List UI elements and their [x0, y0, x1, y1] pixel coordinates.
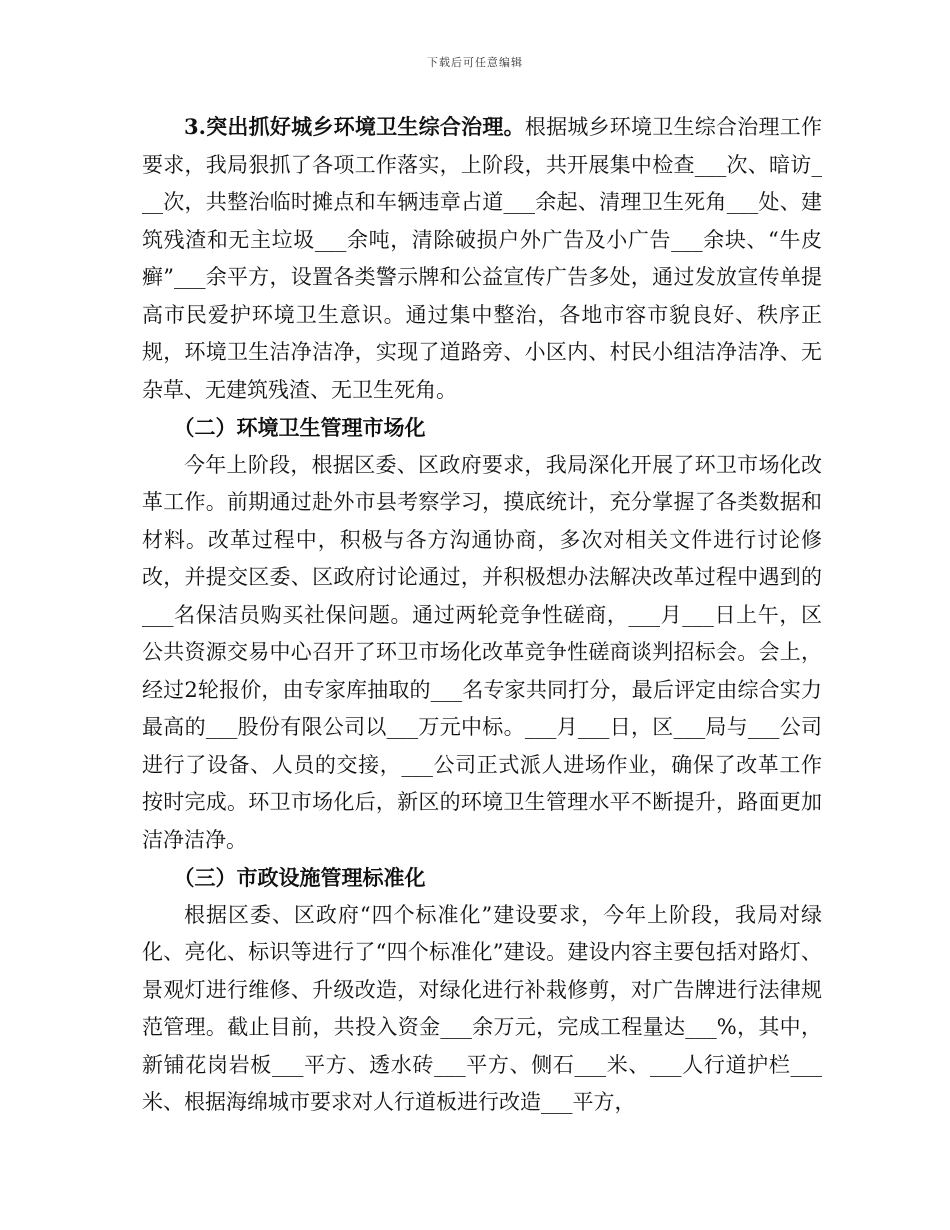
- section-heading-2: （二）环境卫生管理市场化: [173, 415, 426, 440]
- page-header-note: 下载后可任意编辑: [427, 56, 523, 69]
- section3-body: 根据城乡环境卫生综合治理工作要求，我局狠抓了各项工作落实，上阶段，共开展集中检查___次、暗访___次，共整治临时摊点和车辆违章占道___余起、清理卫生死角___处、建筑残渣和无主垃圾___余吨，清除破损户外广告及小广告___余块、“牛皮癣”___余平方，设置各类警示牌和公益宣传广告多处，通过发放宣传单提高市民爱护环境卫生意识。通过集中整治，各地市容市貌良好、秩序正规，环境卫生洁净洁净，实现了道路旁、小区内、村民小组洁净洁净、无杂草、无建筑残渣、无卫生死角。: [142, 115, 822, 402]
- paragraph-3: 根据区委、区政府“四个标准化”建设要求，今年上阶段，我局对绿化、亮化、标识等进行了“四个标准化”建设。建设内容主要包括对路灯、景观灯进行维修、升级改造，对绿化进行补栽修剪，对广告牌进行法律规范管理。截止目前，共投入资金___余万元，完成工程量达___%，其中，新铺花岗岩板___平方、透水砖___平方、侧石___米、___人行道护栏___米、根据海绵城市要求对人行道板进行改造___平方，: [142, 902, 822, 1114]
- section3-paragraph: [142, 108, 822, 409]
- document-body: [142, 108, 822, 1122]
- section-heading-3: （三）市政设施管理标准化: [173, 865, 426, 890]
- section3-lead: 3.突出抓好城乡环境卫生综合治理。: [184, 114, 525, 139]
- paragraph-2: 今年上阶段，根据区委、区政府要求，我局深化开展了环卫市场化改革工作。前期通过赴外市县考察学习，摸底统计，充分掌握了各类数据和材料。改革过程中，积极与各方沟通协商，多次对相关文件进行讨论修改，并提交区委、区政府讨论通过，并积极想办法解决改革过程中遇到的___名保洁员购买社保问题。通过两轮竞争性磋商，___月___日上午，区公共资源交易中心召开了环卫市场化改革竞争性磋商谈判招标会。会上，经过2轮报价，由专家库抽取的___名专家共同打分，最后评定由综合实力最高的___股份有限公司以___万元中标。___月___日，区___局与___公司进行了设备、人员的交接，___公司正式派人进场作业，确保了改革工作按时完成。环卫市场化后，新区的环境卫生管理水平不断提升，路面更加洁净洁净。: [142, 452, 822, 852]
